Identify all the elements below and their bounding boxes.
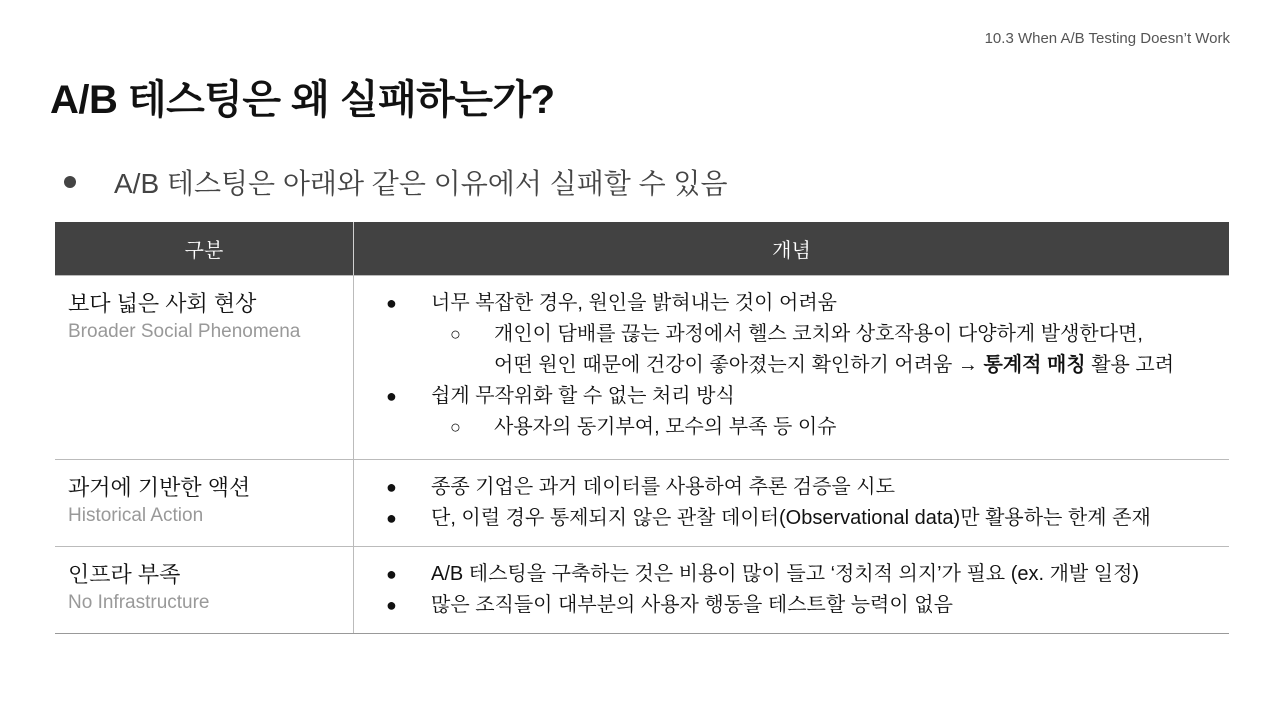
concept-cell	[354, 460, 1229, 546]
sub-list-item-text	[494, 319, 1174, 381]
bullet-icon	[64, 176, 76, 188]
column-header-concept: 개념	[772, 240, 811, 262]
sub-list-item-line: 개인이 담배를 끊는 과정에서 헬스 코치와 상호작용이 다양하게 발생한다면,	[494, 323, 1143, 345]
page-title: A/B 테스팅은 왜 실패하는가?	[50, 78, 555, 122]
category-korean: 인프라 부족	[68, 562, 181, 587]
table-row	[55, 459, 1229, 546]
sub-list-item	[386, 412, 1229, 443]
category-english: Broader Social Phenomena	[68, 321, 301, 342]
category-cell	[55, 276, 354, 459]
category-korean: 보다 넓은 사회 현상	[68, 291, 257, 316]
emphasis-text: 통계적 매칭	[983, 354, 1086, 376]
category-english: Historical Action	[68, 505, 204, 526]
bullet-icon: ●	[386, 386, 397, 406]
hollow-bullet-icon: ○	[450, 417, 461, 437]
intro-bullet-line	[64, 162, 728, 202]
sub-list-item	[386, 319, 1229, 381]
list-item	[386, 503, 1229, 534]
bullet-icon: ●	[386, 293, 397, 313]
list-item	[386, 590, 1229, 621]
list-item-text: 쉽게 무작위화 할 수 없는 처리 방식	[431, 385, 735, 407]
list-item-text: 많은 조직들이 대부분의 사용자 행동을 테스트할 능력이 없음	[431, 594, 953, 616]
list-item	[386, 559, 1229, 590]
table-row	[55, 275, 1229, 459]
list-item	[386, 381, 1229, 412]
category-cell	[55, 547, 354, 633]
reasons-table	[55, 222, 1229, 634]
list-item-text: 단, 이럴 경우 통제되지 않은 관찰 데이터(Observational data)만 활용하는 한계 존재	[431, 507, 1151, 529]
concept-cell	[354, 276, 1229, 459]
list-item-text: 너무 복잡한 경우, 원인을 밝혀내는 것이 어려움	[431, 292, 837, 314]
list-item	[386, 472, 1229, 503]
section-reference: 10.3 When A/B Testing Doesn’t Work	[984, 30, 1230, 47]
table-header-row	[55, 222, 1229, 275]
sub-list-item-line-suffix: 활용 고려	[1085, 354, 1175, 376]
bullet-icon: ●	[386, 477, 397, 497]
category-english: No Infrastructure	[68, 592, 210, 613]
category-cell	[55, 460, 354, 546]
column-header-category: 구분	[55, 222, 354, 275]
list-item-text: A/B 테스팅을 구축하는 것은 비용이 많이 들고 ‘정치적 의지’가 필요 (ex. 개발 일정)	[431, 563, 1140, 585]
list-item	[386, 288, 1229, 319]
intro-text: A/B 테스팅은 아래와 같은 이유에서 실패할 수 있음	[114, 168, 728, 199]
table-row	[55, 546, 1229, 633]
bullet-icon: ●	[386, 564, 397, 584]
list-item-text: 종종 기업은 과거 데이터를 사용하여 추론 검증을 시도	[431, 476, 895, 498]
bullet-icon: ●	[386, 595, 397, 615]
sub-list-item-line-prefix: 어떤 원인 때문에 건강이 좋아졌는지 확인하기 어려움 →	[494, 354, 984, 376]
category-korean: 과거에 기반한 액션	[68, 475, 251, 500]
sub-list-item-text: 사용자의 동기부여, 모수의 부족 등 이슈	[494, 416, 837, 438]
concept-cell	[354, 547, 1229, 633]
bullet-icon: ●	[386, 508, 397, 528]
hollow-bullet-icon: ○	[450, 324, 461, 344]
